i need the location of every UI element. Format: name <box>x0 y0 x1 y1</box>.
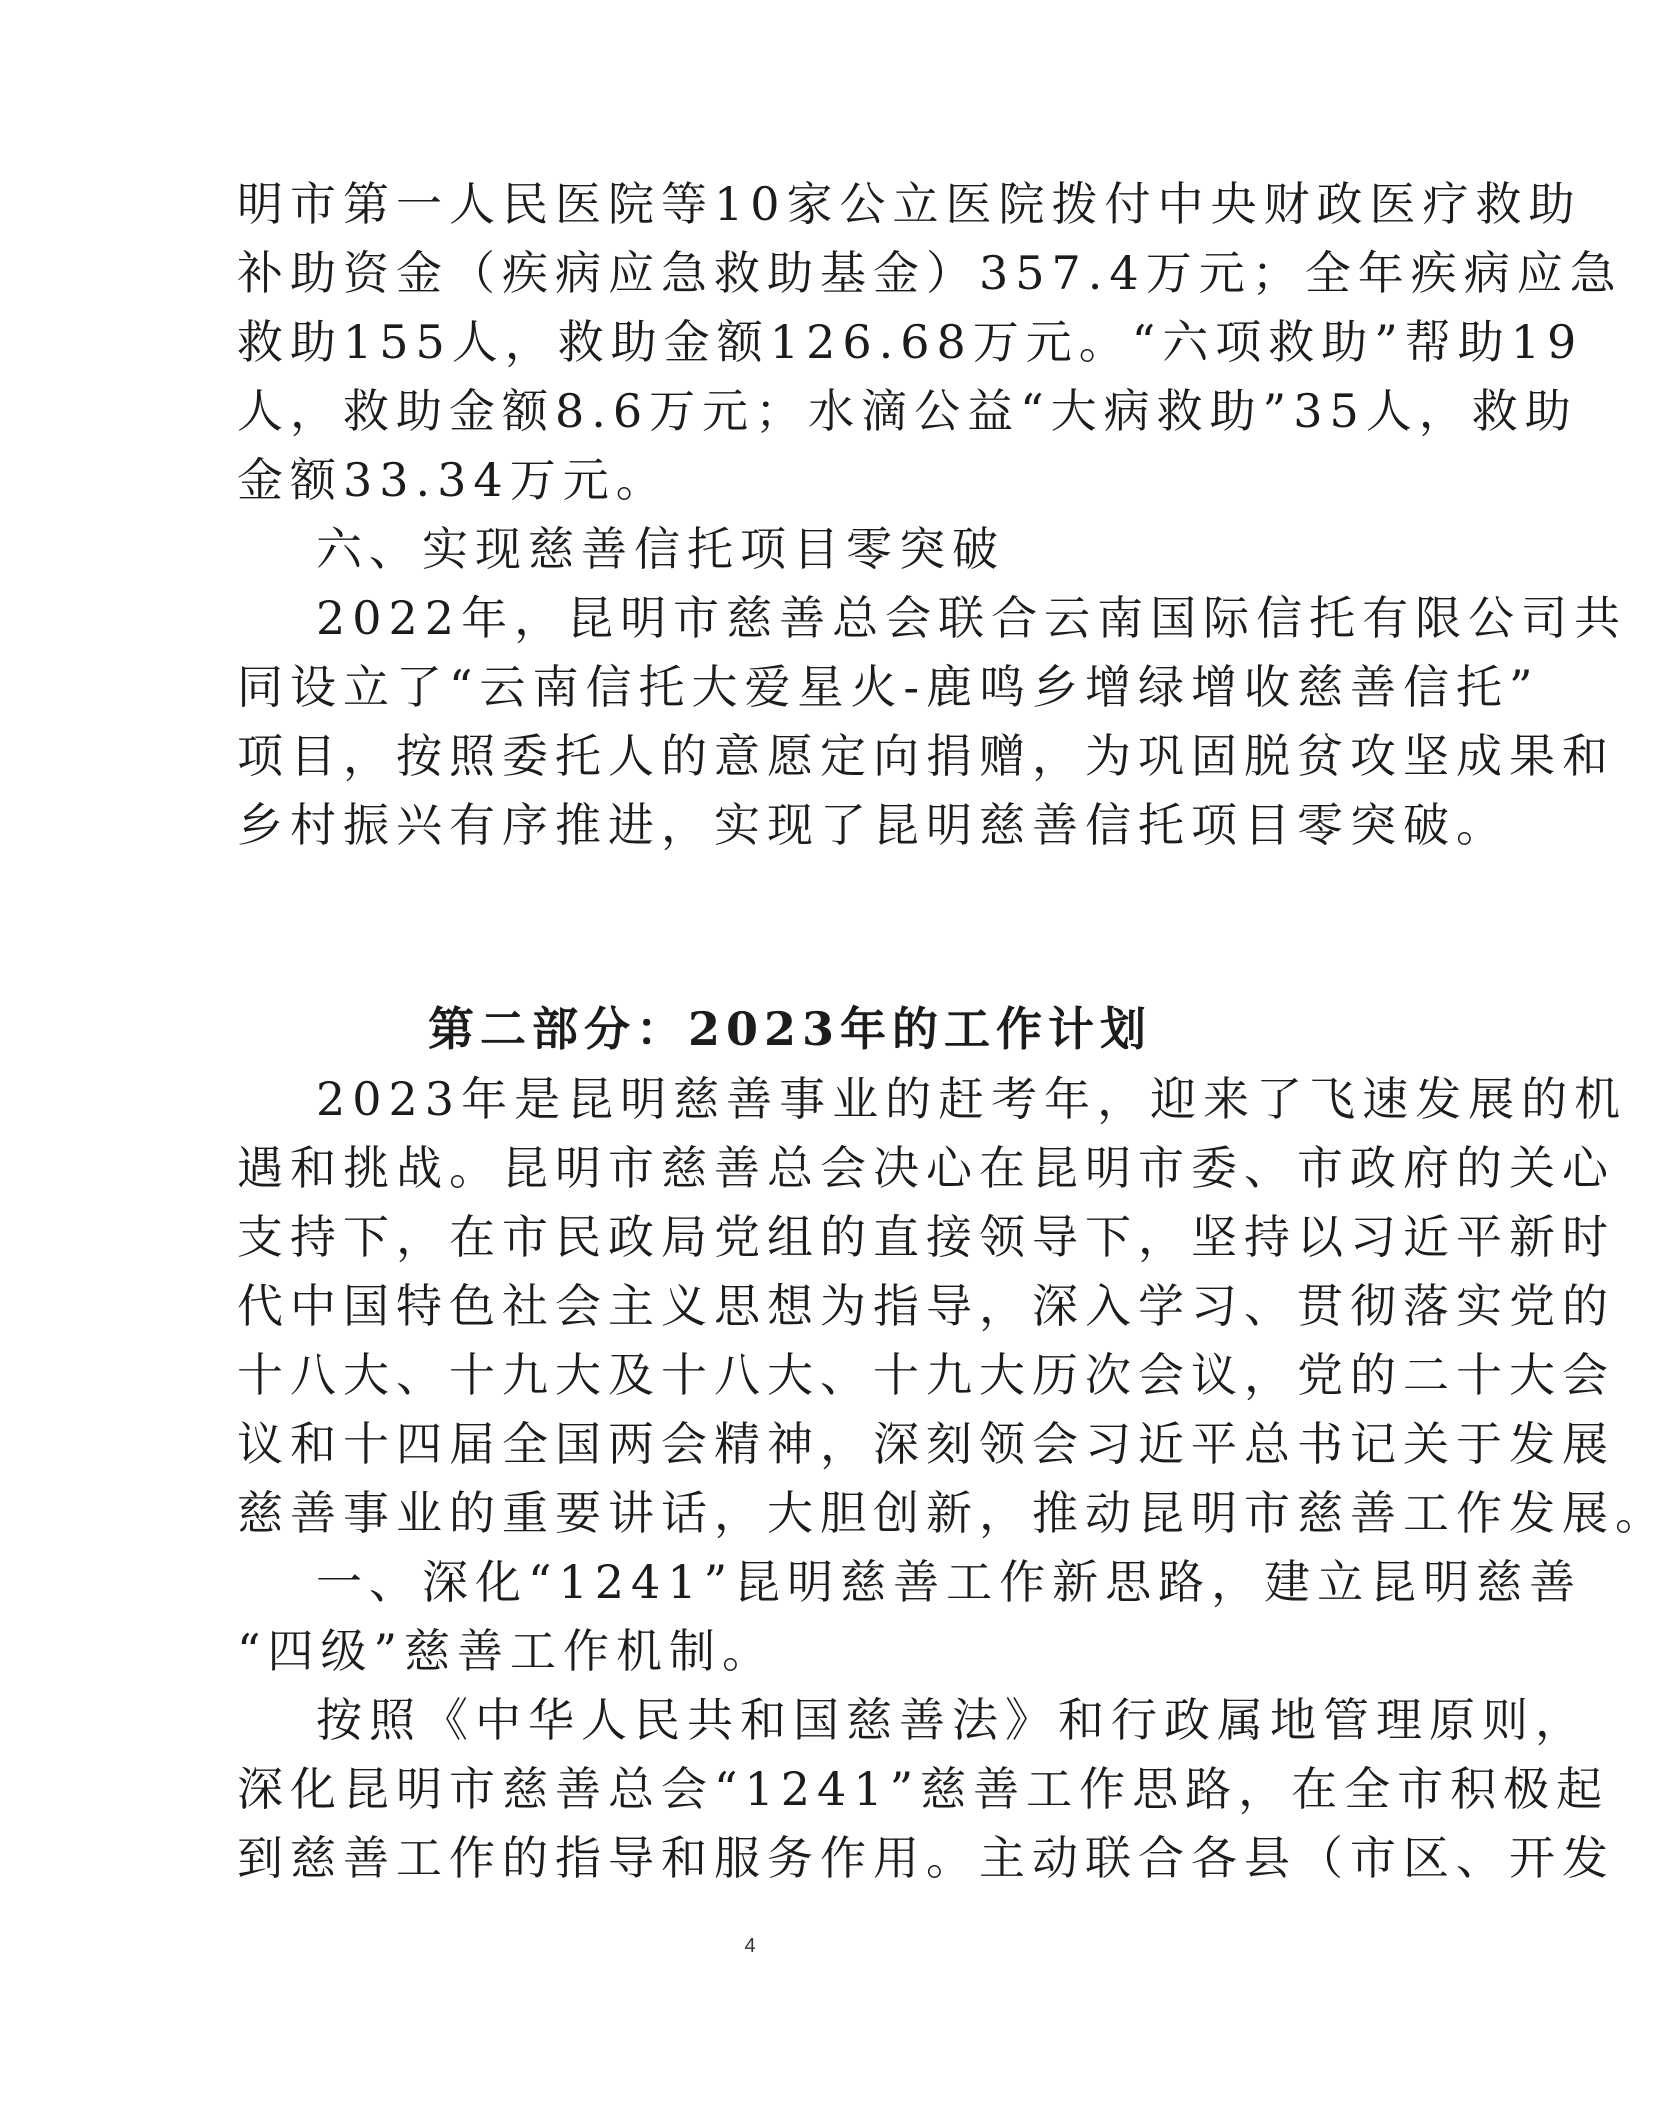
part-two-heading: 第二部分：2023年的工作计划 <box>427 1002 1153 1056</box>
text-line: 补助资金（疾病应急救助基金）357.4万元；全年疾病应急 <box>237 246 1623 300</box>
text-line: 项目，按照委托人的意愿定向捐赠，为巩固脱贫攻坚成果和 <box>237 729 1615 783</box>
text-line: 按照《中华人民共和国慈善法》和行政属地管理原则， <box>316 1693 1588 1747</box>
text-line: 乡村振兴有序推进，实现了昆明慈善信托项目零突破。 <box>237 798 1509 852</box>
text-line: 2022年，昆明市慈善总会联合云南国际信托有限公司共 <box>316 591 1628 645</box>
section-six-title: 六、实现慈善信托项目零突破 <box>316 522 1005 576</box>
text-line: 十八大、十九大及十八大、十九大历次会议，党的二十大会 <box>237 1348 1615 1402</box>
text-line: 同设立了“云南信托大爱星火-鹿鸣乡增绿增收慈善信托” <box>237 660 1540 714</box>
text-line: 人，救助金额8.6万元；水滴公益“大病救助”35人，救助 <box>237 384 1578 438</box>
text-line: 到慈善工作的指导和服务作用。主动联合各县（市区、开发 <box>237 1831 1615 1885</box>
text-line: 代中国特色社会主义思想为指导，深入学习、贯彻落实党的 <box>237 1279 1615 1333</box>
text-line: 明市第一人民医院等10家公立医院拨付中央财政医疗救助 <box>237 177 1582 231</box>
page-number: 4 <box>744 1935 756 1957</box>
text-line: 议和十四届全国两会精神，深刻领会习近平总书记关于发展 <box>237 1417 1615 1471</box>
text-line: 2023年是昆明慈善事业的赶考年，迎来了飞速发展的机 <box>316 1072 1628 1126</box>
text-line: 遇和挑战。昆明市慈善总会决心在昆明市委、市政府的关心 <box>237 1141 1615 1195</box>
text-line: 深化昆明市慈善总会“1241”慈善工作思路，在全市积极起 <box>237 1762 1610 1816</box>
item-one-title: “四级”慈善工作机制。 <box>237 1624 776 1678</box>
item-one-title: 一、深化“1241”昆明慈善工作新思路，建立昆明慈善 <box>316 1555 1583 1609</box>
text-line: 支持下，在市民政局党组的直接领导下，坚持以习近平新时 <box>237 1210 1615 1264</box>
text-line: 救助155人，救助金额126.68万元。“六项救助”帮助19 <box>237 315 1584 369</box>
text-line: 金额33.34万元。 <box>237 453 669 507</box>
text-line: 慈善事业的重要讲话，大胆创新，推动昆明市慈善工作发展。 <box>237 1486 1668 1540</box>
